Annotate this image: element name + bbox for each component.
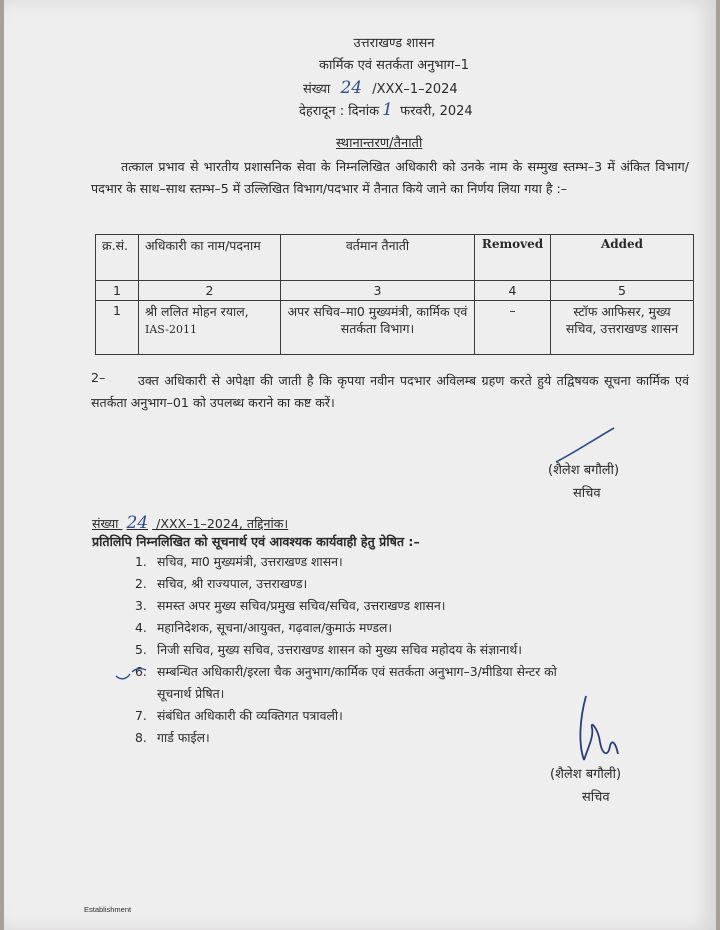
col-number: 1 [96, 281, 139, 301]
cell-sno: 1 [96, 301, 139, 355]
col-number: 3 [281, 281, 475, 301]
list-item: 6. सम्बन्धित अधिकारी/इरला चैक अनुभाग/कार्मिक एवं सतर्कता अनुभाग–3/मीडिया सेन्टर को [135, 664, 557, 679]
transfer-table [95, 234, 694, 355]
handwritten-signature [564, 688, 644, 768]
cell-removed: – [475, 301, 551, 355]
list-item: 8. गार्ड फाईल। [135, 730, 210, 745]
table-row [96, 301, 694, 355]
subject-heading: स्थानान्तरण/तैनाती [336, 136, 423, 151]
list-item: 4. महानिदेशक, सूचना/आयुक्त, गढ़वाल/कुमाऊं मण्डल। [135, 620, 393, 635]
department-name: कार्मिक एवं सतर्कता अनुभाग–1 [319, 58, 469, 73]
col-header-officer: अधिकारी का नाम/पदनाम [139, 235, 281, 281]
cell-current-posting: अपर सचिव–मा0 मुख्यमंत्री, कार्मिक एवं सतर्कता विभाग। [281, 301, 475, 355]
cell-officer [139, 301, 281, 355]
handwritten-ref-number: 24 [340, 78, 363, 98]
officer-batch: IAS-2011 [145, 323, 197, 336]
distribution-list [135, 551, 557, 749]
list-item: 5. निजी सचिव, मुख्य सचिव, उत्तराखण्ड शासन को मुख्य सचिव महोदय के संज्ञानार्थ। [135, 642, 523, 657]
reference-number: संख्या 24 /XXX–1–2024 [303, 78, 458, 98]
list-item: 2. सचिव, श्री राज्यपाल, उत्तराखण्ड। [135, 576, 308, 591]
signatory-name: (शैलेश बगौली) [550, 767, 622, 782]
list-item: 3. समस्त अपर मुख्य सचिव/प्रमुख सचिव/सचिव, उत्तराखण्ड शासन। [135, 598, 446, 613]
col-number: 4 [475, 281, 551, 301]
para2-text: उक्त अधिकारी से अपेक्षा की जाती है कि कृपया नवीन पदभार अविलम्ब ग्रहण करते हुये तद्विषयक सूचना कार्मिक एवं सतर्कता अनुभाग–01 को उपलब्ध कराने का कष्ट करें। [91, 373, 689, 410]
copy-heading: प्रतिलिपि निम्नलिखित को सूचनार्थ एवं आवश्यक कार्यवाही हेतु प्रेषित :– [92, 534, 420, 549]
col-header-added: Added [551, 235, 694, 281]
document-page [4, 0, 716, 930]
handwritten-copy-ref-number: 24 [126, 513, 149, 533]
handwritten-date-day: 1 [382, 100, 393, 120]
cell-added: स्टॉफ आफिसर, मुख्य सचिव, उत्तराखण्ड शासन [551, 301, 694, 355]
footer-section-label: Establishment [84, 905, 132, 914]
col-number: 2 [139, 281, 281, 301]
col-header-current-posting: वर्तमान तैनाती [281, 235, 475, 281]
list-item: 7. संबंधित अधिकारी की व्यक्तिगत पत्रावली। [135, 708, 343, 723]
col-number: 5 [551, 281, 694, 301]
list-item-continuation: सूचनार्थ प्रेषित। [157, 686, 225, 701]
pen-tick-mark [114, 662, 148, 682]
govt-name: उत्तराखण्ड शासन [353, 36, 435, 51]
list-item: 1. सचिव, मा0 मुख्यमंत्री, उत्तराखण्ड शासन। [135, 554, 343, 569]
signatory-name: (शैलेश बगौली) [548, 463, 620, 478]
para2-number: 2– [91, 370, 106, 385]
signatory-title: सचिव [582, 790, 610, 805]
officer-name: श्री ललित मोहन रयाल, [145, 304, 249, 319]
issue-date: देहरादून : दिनांक 1 फरवरी, 2024 [299, 100, 473, 120]
intro-paragraph: तत्काल प्रभाव से भारतीय प्रशासनिक सेवा के निम्नलिखित अधिकारी को उनके नाम के सम्मुख स्तम्भ–3 में अंकित विभाग/पदभार के साथ–साथ स्तम्भ–5 में उल्लिखित विभाग/पदभार में तैनात किये जाने का निर्णय लिया गया है :– [91, 159, 689, 196]
col-header-removed: Removed [475, 235, 551, 281]
copy-reference: संख्या 24 /XXX–1–2024, तद्दिनांक। [92, 513, 289, 533]
col-header-sno: क्र.सं. [96, 235, 139, 281]
signatory-title: सचिव [573, 486, 601, 501]
